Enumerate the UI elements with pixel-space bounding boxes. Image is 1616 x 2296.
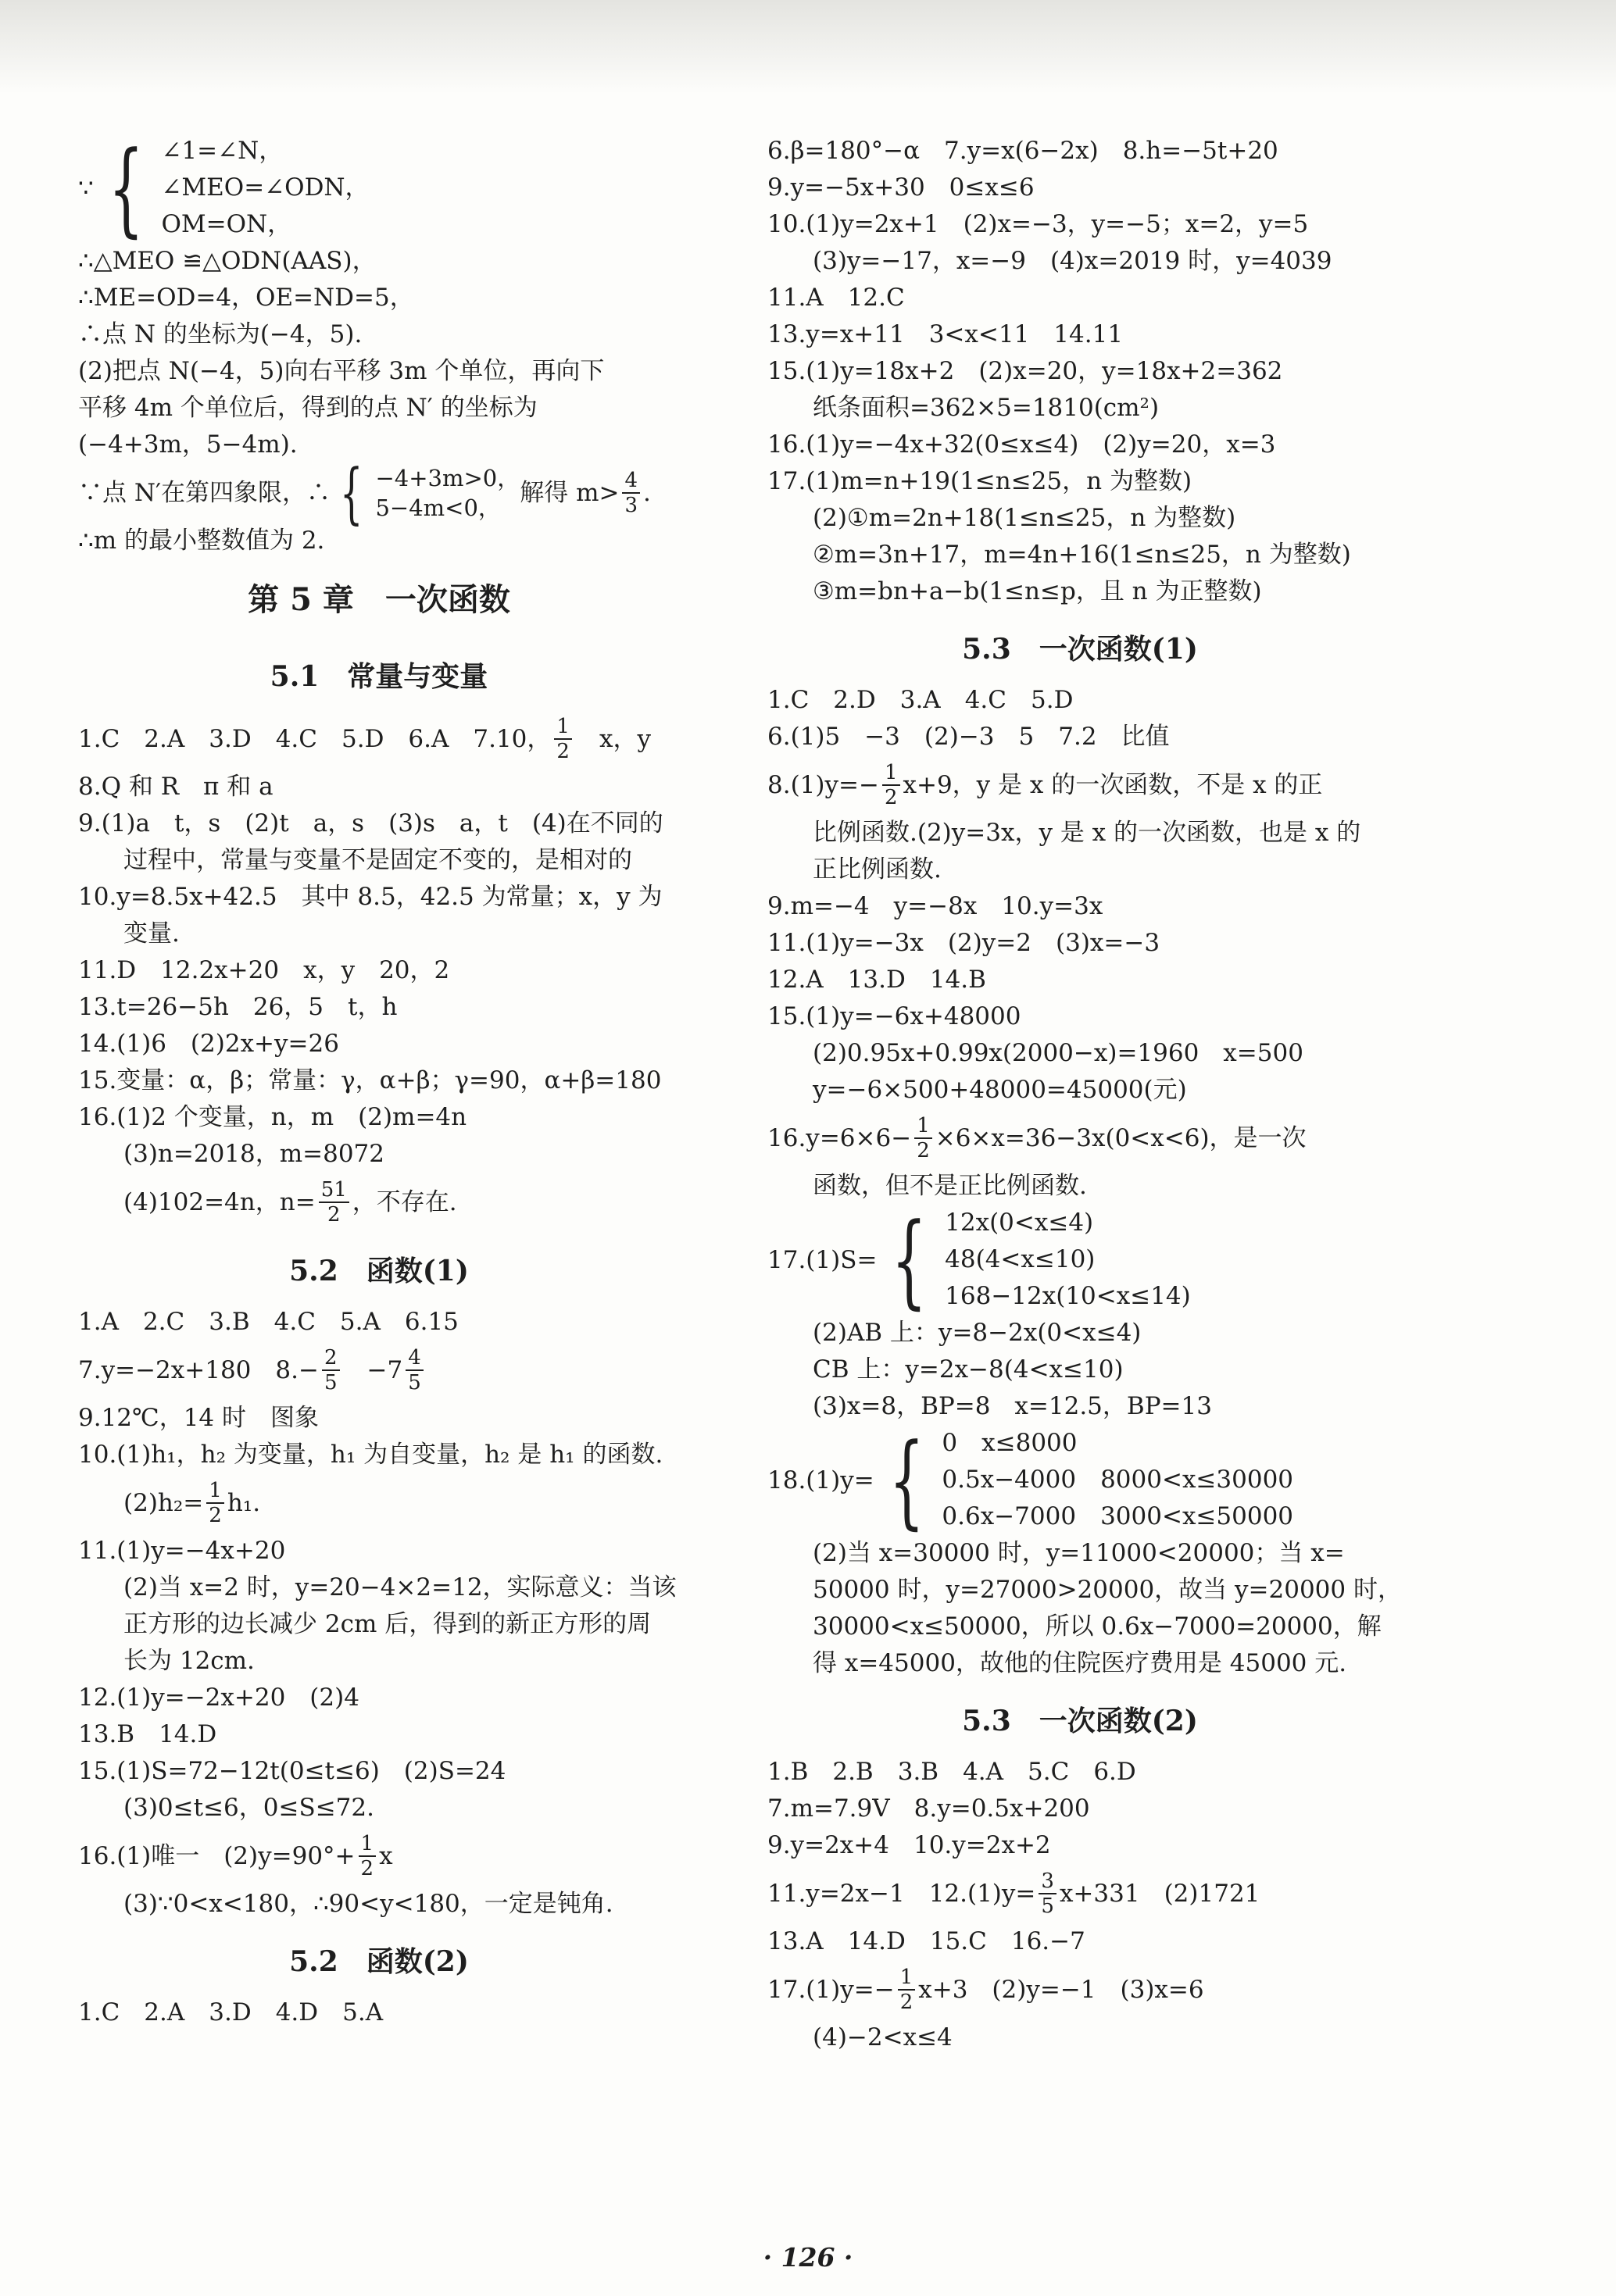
answer-line: ∴ME=OD=4，OE=ND=5， bbox=[78, 284, 414, 312]
text-segment: 8.(1)y=− bbox=[767, 771, 879, 799]
fraction-denominator: 2 bbox=[917, 1139, 930, 1162]
fraction bbox=[898, 1966, 916, 2014]
brace-icon: { bbox=[892, 1200, 928, 1319]
piecewise-line: 168−12x(10<x≤14) bbox=[945, 1282, 1191, 1310]
answer-line: 变量. bbox=[123, 919, 180, 948]
answer-line: 50000 时，y=27000>20000，故当 y=20000 时， bbox=[813, 1576, 1402, 1604]
fraction bbox=[359, 1832, 377, 1880]
fraction bbox=[554, 715, 572, 763]
piecewise-line: 48(4<x≤10) bbox=[945, 1245, 1096, 1273]
text-segment: 18.(1)y= bbox=[767, 1466, 874, 1494]
answer-line: 30000<x≤50000，所以 0.6x−7000=20000，解 bbox=[813, 1612, 1382, 1641]
answer-line: 6.(1)5 −3 (2)−3 5 7.2 比值 bbox=[767, 723, 1170, 751]
answer-line-frac bbox=[78, 709, 680, 769]
answer-line: 17.(1)m=n+19(1≤n≤25，n 为整数) bbox=[767, 467, 1192, 495]
fraction-denominator: 5 bbox=[1041, 1894, 1054, 1918]
answer-line: 9.y=−5x+30 0≤x≤6 bbox=[767, 173, 1035, 202]
answer-line: (3)0≤t≤6，0≤S≤72. bbox=[123, 1794, 374, 1822]
answer-line: 9.y=2x+4 10.y=2x+2 bbox=[767, 1831, 1051, 1859]
answer-line: ∴点 N 的坐标为(−4，5). bbox=[78, 320, 363, 348]
because-symbol: ∵ bbox=[78, 173, 94, 202]
quadrant-mid: 解得 m> bbox=[520, 479, 620, 507]
fraction bbox=[882, 761, 900, 809]
fraction-numerator: 1 bbox=[206, 1479, 224, 1504]
answer-line: 9.(1)a t，s (2)t a，s (3)s a，t (4)在不同的 bbox=[78, 809, 663, 837]
answer-line: 比例函数.(2)y=3x，y 是 x 的一次函数，也是 x 的 bbox=[813, 819, 1361, 847]
fraction-numerator: 1 bbox=[898, 1966, 916, 1991]
answer-line: (2)把点 N(−4，5)向右平移 3m 个单位，再向下 bbox=[78, 357, 605, 385]
answer-line: 15.(1)y=−6x+48000 bbox=[767, 1002, 1021, 1030]
text-segment: ，不存在. bbox=[352, 1188, 457, 1216]
fraction-numerator: 1 bbox=[359, 1832, 377, 1857]
answer-line: (3)y=−17，x=−9 (4)x=2019 时，y=4039 bbox=[813, 247, 1332, 275]
piecewise-line: 12x(0<x≤4) bbox=[945, 1209, 1094, 1237]
answer-line: 13.A 14.D 15.C 16.−7 bbox=[767, 1927, 1085, 1955]
answer-line: (2)AB 上：y=8−2x(0<x≤4) bbox=[813, 1319, 1142, 1347]
fraction bbox=[322, 1346, 340, 1394]
answer-line: 15.变量：α，β；常量：γ，α+β；γ=90，α+β=180 bbox=[78, 1066, 662, 1094]
fraction-numerator: 4 bbox=[406, 1346, 424, 1371]
left-column bbox=[78, 128, 680, 2031]
section-title: 5.3 一次函数(1) bbox=[962, 633, 1198, 666]
answer-line: 13.t=26−5h 26，5 t，h bbox=[78, 993, 398, 1021]
answer-line: ∴m 的最小整数值为 2. bbox=[78, 527, 325, 555]
fraction-numerator: 4 bbox=[622, 469, 640, 494]
answer-line: ∴△MEO ≌△ODN(AAS)， bbox=[78, 247, 377, 275]
fraction bbox=[1039, 1869, 1056, 1918]
proof-system bbox=[78, 128, 680, 248]
brace-icon: { bbox=[888, 1420, 924, 1540]
answer-line-frac bbox=[78, 1173, 680, 1232]
section-title: 5.3 一次函数(2) bbox=[962, 1705, 1198, 1737]
answer-line: 13.B 14.D bbox=[78, 1720, 217, 1748]
answer-line: 11.(1)y=−4x+20 bbox=[78, 1537, 286, 1565]
answer-line-frac bbox=[78, 1826, 680, 1886]
proof-line: ∠1=∠N， bbox=[161, 137, 284, 165]
right-column bbox=[767, 133, 1402, 2056]
text-segment: (4)102=4n，n= bbox=[123, 1188, 316, 1216]
fraction-numerator: 1 bbox=[914, 1114, 932, 1139]
piecewise-y bbox=[767, 1420, 1393, 1540]
brace-icon: { bbox=[340, 455, 363, 531]
answer-line: 10.y=8.5x+42.5 其中 8.5，42.5 为常量；x，y 为 bbox=[78, 883, 663, 911]
answer-line-frac bbox=[767, 755, 1393, 815]
answer-line: 12.(1)y=−2x+20 (2)4 bbox=[78, 1684, 359, 1712]
answer-line: CB 上：y=2x−8(4<x≤10) bbox=[813, 1355, 1124, 1384]
text-segment: 11.y=2x−1 12.(1)y= bbox=[767, 1880, 1036, 1908]
answer-line: 11.D 12.2x+20 x，y 20，2 bbox=[78, 956, 450, 984]
text-segment: (2)h₂= bbox=[123, 1489, 204, 1517]
answer-line: 11.(1)y=−3x (2)y=2 (3)x=−3 bbox=[767, 929, 1160, 957]
fraction-numerator: 3 bbox=[1039, 1869, 1056, 1894]
inequality-line: 5−4m<0， bbox=[375, 495, 501, 521]
answer-line-frac bbox=[767, 1864, 1393, 1923]
answer-line: 16.(1)2 个变量，n，m (2)m=4n bbox=[78, 1103, 467, 1131]
answer-line: 函数，但不是正比例函数. bbox=[813, 1172, 1087, 1200]
answer-line: 15.(1)S=72−12t(0≤t≤6) (2)S=24 bbox=[78, 1757, 506, 1785]
answer-line: 过程中，常量与变量不是固定不变的，是相对的 bbox=[123, 846, 632, 874]
text-segment: ×6×x=36−3x(0<x<6)，是一次 bbox=[935, 1124, 1307, 1152]
quadrant-line bbox=[78, 455, 680, 531]
answer-line: 10.(1)h₁，h₂ 为变量，h₁ 为自变量，h₂ 是 h₁ 的函数. bbox=[78, 1441, 663, 1469]
brace-icon: { bbox=[108, 128, 144, 248]
piecewise-line: 0 x≤8000 bbox=[942, 1429, 1078, 1457]
fraction-denominator: 5 bbox=[408, 1371, 421, 1394]
fraction-denominator: 2 bbox=[209, 1504, 222, 1527]
answer-line: (3)∵0<x<180，∴90<y<180，一定是钝角. bbox=[123, 1890, 613, 1918]
answer-line: 6.β=180°−α 7.y=x(6−2x) 8.h=−5t+20 bbox=[767, 137, 1278, 165]
fraction-denominator: 2 bbox=[327, 1203, 341, 1227]
section-title: 5.2 函数(2) bbox=[289, 1945, 469, 1978]
answer-line: 1.A 2.C 3.B 4.C 5.A 6.15 bbox=[78, 1308, 459, 1336]
chapter-title: 第 5 章 一次函数 bbox=[248, 581, 510, 618]
answer-line: (4)−2<x≤4 bbox=[813, 2023, 953, 2051]
piecewise-line: 0.6x−7000 3000<x≤50000 bbox=[942, 1502, 1294, 1530]
answer-line: 11.A 12.C bbox=[767, 284, 905, 312]
fraction-denominator: 2 bbox=[899, 1991, 913, 2014]
fraction bbox=[622, 469, 640, 517]
answer-line: (2)当 x=2 时，y=20−4×2=12，实际意义：当该 bbox=[123, 1573, 677, 1601]
text-segment: 1.C 2.A 3.D 4.C 5.D 6.A 7.10， bbox=[78, 725, 552, 753]
answer-line: 长为 12cm. bbox=[123, 1647, 255, 1675]
answer-line-frac bbox=[78, 1341, 680, 1400]
text-segment: 7.y=−2x+180 8.− bbox=[78, 1356, 319, 1384]
fraction bbox=[914, 1114, 932, 1162]
answer-line: (2)①m=2n+18(1≤n≤25，n 为整数) bbox=[813, 504, 1236, 532]
answer-line: 9.m=−4 y=−8x 10.y=3x bbox=[767, 892, 1103, 920]
answer-line: y=−6×500+48000=45000(元) bbox=[813, 1076, 1187, 1104]
fraction-numerator: 2 bbox=[322, 1346, 340, 1371]
answer-line: 12.A 13.D 14.B bbox=[767, 966, 986, 994]
answer-line: 16.(1)y=−4x+32(0≤x≤4) (2)y=20，x=3 bbox=[767, 430, 1276, 459]
proof-brace-lines bbox=[161, 133, 369, 243]
fraction-denominator: 2 bbox=[884, 786, 898, 809]
text-segment: x+9，y 是 x 的一次函数，不是 x 的正 bbox=[903, 771, 1323, 799]
answer-line: 正比例函数. bbox=[813, 855, 942, 884]
answer-line: 平移 4m 个单位后，得到的点 N′ 的坐标为 bbox=[78, 394, 538, 422]
text-segment: 17.(1)S= bbox=[767, 1245, 878, 1274]
inequality-system bbox=[331, 455, 520, 531]
answer-line: 8.Q 和 R π 和 a bbox=[78, 773, 274, 801]
answer-line: 得 x=45000，故他的住院医疗费用是 45000 元. bbox=[813, 1649, 1347, 1677]
answer-line: (−4+3m，5−4m). bbox=[78, 430, 298, 459]
answer-line: 正方形的边长减少 2cm 后，得到的新正方形的周 bbox=[123, 1610, 652, 1638]
text-segment: 17.(1)y=− bbox=[767, 1976, 895, 2004]
answer-line: (3)x=8，BP=8 x=12.5，BP=13 bbox=[813, 1392, 1212, 1420]
piecewise-s bbox=[767, 1200, 1393, 1319]
answer-line-frac bbox=[767, 1960, 1393, 2019]
fraction-denominator: 2 bbox=[556, 740, 570, 763]
inequality-line: −4+3m>0， bbox=[375, 465, 520, 491]
proof-line: ∠MEO=∠ODN， bbox=[161, 173, 370, 202]
answer-line-frac bbox=[78, 1473, 680, 1533]
answer-line: ③m=bn+a−b(1≤n≤p，且 n 为正整数) bbox=[813, 577, 1262, 605]
page-scan-shadow bbox=[0, 0, 1616, 94]
answer-line: 1.C 2.D 3.A 4.C 5.D bbox=[767, 686, 1074, 714]
fraction-numerator: 51 bbox=[319, 1178, 349, 1203]
text-segment: x+3 (2)y=−1 (3)x=6 bbox=[918, 1976, 1204, 2004]
text-segment: 16.y=6×6− bbox=[767, 1124, 912, 1152]
text-segment: −7 bbox=[342, 1356, 403, 1384]
text-segment: h₁. bbox=[227, 1489, 261, 1517]
answer-line: ②m=3n+17，m=4n+16(1≤n≤25，n 为整数) bbox=[813, 541, 1351, 569]
answer-line: 15.(1)y=18x+2 (2)x=20，y=18x+2=362 bbox=[767, 357, 1283, 385]
fraction bbox=[319, 1178, 349, 1227]
answer-line-frac bbox=[767, 1109, 1393, 1168]
fraction bbox=[206, 1479, 224, 1527]
quadrant-suffix: . bbox=[643, 479, 651, 507]
fraction-numerator: 1 bbox=[882, 761, 900, 786]
fraction-denominator: 3 bbox=[624, 494, 638, 517]
answer-line: 13.y=x+11 3<x<11 14.11 bbox=[767, 320, 1124, 348]
fraction-numerator: 1 bbox=[554, 715, 572, 740]
text-segment: x，y bbox=[574, 725, 651, 753]
answer-line: (2)当 x=30000 时，y=11000<20000；当 x= bbox=[813, 1539, 1345, 1567]
text-segment: x bbox=[379, 1842, 393, 1870]
answer-line: 14.(1)6 (2)2x+y=26 bbox=[78, 1030, 339, 1058]
text-segment: x+331 (2)1721 bbox=[1059, 1880, 1260, 1908]
answer-line: 1.B 2.B 3.B 4.A 5.C 6.D bbox=[767, 1758, 1136, 1786]
fraction-denominator: 5 bbox=[324, 1371, 338, 1394]
proof-line: OM=ON， bbox=[161, 210, 292, 238]
quadrant-prefix: ∵点 N′在第四象限，∴ bbox=[78, 479, 331, 507]
answer-line: (3)n=2018，m=8072 bbox=[123, 1140, 385, 1168]
piecewise-line: 0.5x−4000 8000<x≤30000 bbox=[942, 1466, 1294, 1494]
section-title: 5.2 函数(1) bbox=[289, 1255, 469, 1287]
answer-line: 7.m=7.9V 8.y=0.5x+200 bbox=[767, 1794, 1090, 1823]
section-title: 5.1 常量与变量 bbox=[270, 660, 488, 693]
answer-line: 9.12℃，14 时 图象 bbox=[78, 1404, 320, 1432]
fraction bbox=[406, 1346, 424, 1394]
answer-line: 10.(1)y=2x+1 (2)x=−3，y=−5；x=2，y=5 bbox=[767, 210, 1309, 238]
fraction-denominator: 2 bbox=[360, 1857, 374, 1880]
answer-line: 1.C 2.A 3.D 4.D 5.A bbox=[78, 1998, 384, 2026]
page-number: · 126 · bbox=[763, 2242, 853, 2273]
text-segment: 16.(1)唯一 (2)y=90°+ bbox=[78, 1842, 356, 1870]
answer-line: 纸条面积=362×5=1810(cm²) bbox=[813, 394, 1160, 422]
answer-line: (2)0.95x+0.99x(2000−x)=1960 x=500 bbox=[813, 1039, 1303, 1067]
